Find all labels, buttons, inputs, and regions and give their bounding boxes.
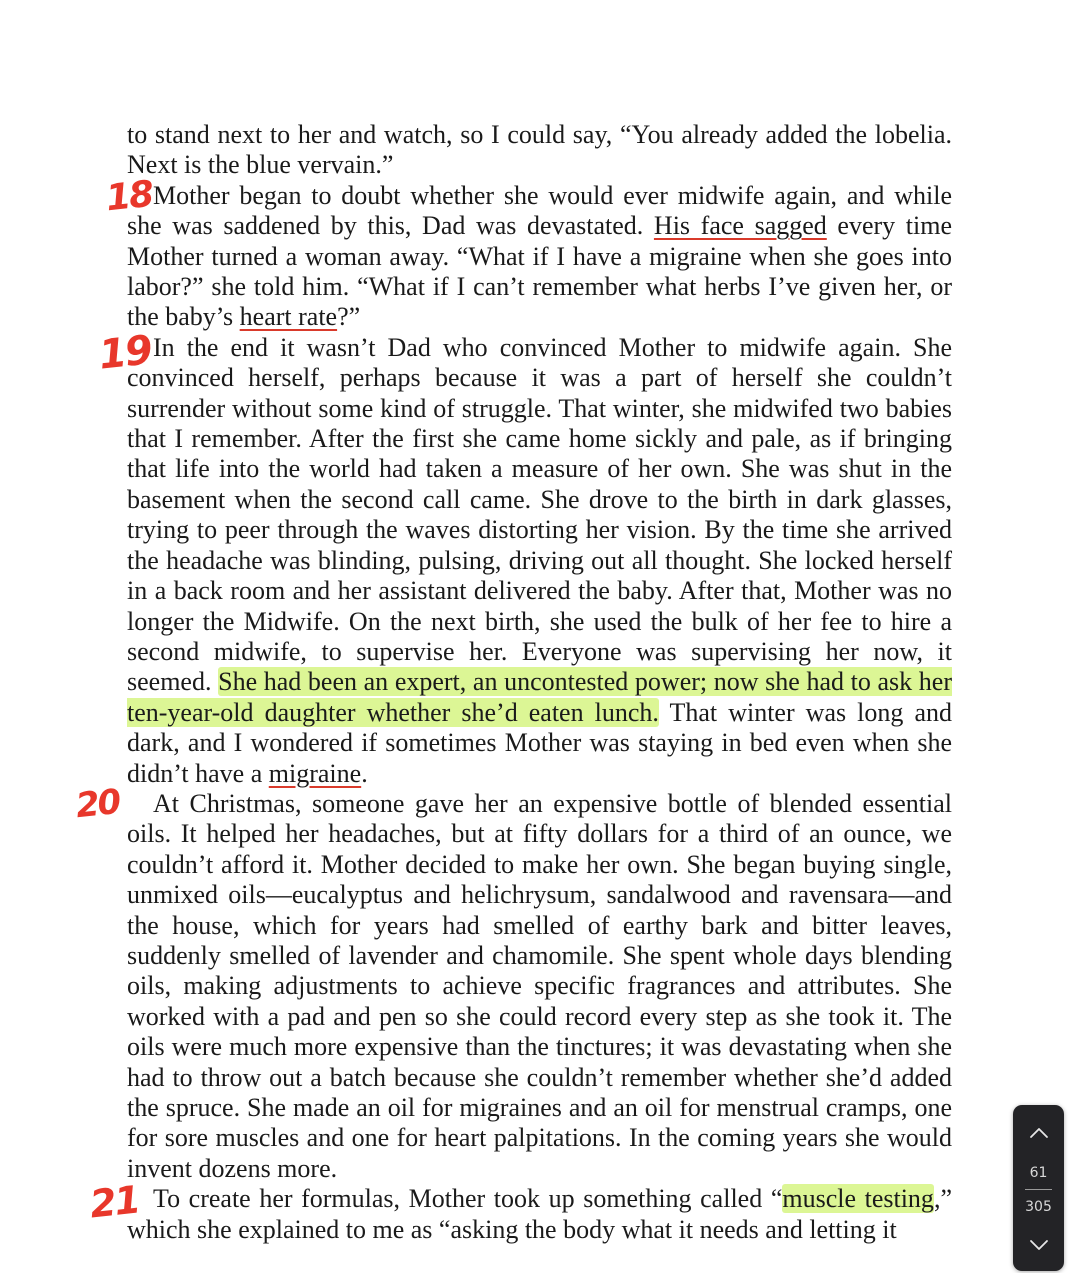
chevron-up-icon: [1029, 1127, 1049, 1139]
text-segment: At Christmas, someone gave her an expensive bottle of blended essential oils. It helped her headaches, but at fifty dollars for a third of an ounce, we couldn’t afford it. Mother decided to make her own. She began buying single, unmixed oils—eucalyptus and helichrysum, sandalwood and ravensara—and the house, which for years had smelled of earthy bark and bitter leaves, suddenly smelled of lavender and chamomile. She spent whole days blending oils, making adjustments to achieve specific fragrances and attributes. She worked with a pad and pen so she could record every step as she took it. The oils were much more expensive than the tinctures; it was devastating when she had to throw out a batch because she couldn’t remember whether she’d added the spruce. She made an oil for migraines and an oil for menstrual cramps, one for sore muscles and one for heart palpitations. In the coming years she would invent dozens more.: [127, 788, 952, 1183]
paragraph-p-cont: [127, 120, 952, 181]
total-pages: 305: [1025, 1199, 1052, 1215]
text-segment: In the end it wasn’t Dad who convinced Mother to midwife again. She convinced herself, perhaps because it was a part of herself she couldn’t surrender without some kind of struggle. That winter, she midwifed two babies that I remember. After the first she came home sickly and pale, as if bringing that life into the world had taken a measure of her own. She was shut in the basement when the second call came. She drove to the birth in dark glasses, trying to peer through the waves distorting her vision. By the time she arrived the headache was blinding, pulsing, driving out all thought. She locked herself in a back room and her assistant delivered the baby. After that, Mother was no longer the Midwife. On the next birth, she used the bulk of her fee to hire a second midwife, to supervise her. Everyone was supervising her now, it seemed.: [127, 332, 952, 697]
paragraph-p20: [127, 789, 952, 1184]
paragraph-p18: [127, 181, 952, 333]
underlined-text: migraine: [268, 758, 362, 788]
margin-note-20: 20: [74, 781, 122, 827]
margin-note-19: 19: [96, 327, 153, 379]
text-segment: .: [361, 758, 368, 788]
text-segment: every time Mother turned a woman away. “What if I have a migraine when she goes into labor?” she told him. “What if I can’t remember what herbs I’ve given her, or the baby’s: [127, 211, 952, 332]
previous-page-button[interactable]: [1013, 1113, 1064, 1153]
underlined-text: heart rate: [239, 302, 338, 332]
page-divider: [1025, 1189, 1052, 1190]
paragraph-p19: [127, 333, 952, 789]
text-segment: Mother began to doubt whether she would ever midwife again, and while she was saddened by this, Dad was devastated.: [127, 180, 952, 241]
page-navigator: [1013, 1105, 1064, 1271]
text-segment: to stand next to her and watch, so I could say, “You already added the lobelia. Next is the blue vervain.”: [127, 120, 952, 180]
highlighted-text: She had been an expert, an uncontested power; now she had to ask her ten-year-old daughter whether she’d eaten lunch.: [127, 667, 952, 727]
next-page-button[interactable]: [1013, 1225, 1064, 1265]
chevron-down-icon: [1029, 1239, 1049, 1251]
text-segment: That winter was long and dark, and I wondered if sometimes Mother was staying in bed even when she didn’t have a: [127, 697, 952, 788]
text-segment: ,” which she explained to me as “asking the body what it needs and letting it: [127, 1184, 952, 1244]
margin-note-21: 21: [87, 1177, 142, 1227]
book-text: [127, 120, 952, 1245]
text-segment: ?”: [337, 302, 361, 332]
underlined-text: His face sagged: [653, 211, 827, 241]
current-page-number: 61: [1029, 1165, 1048, 1181]
text-segment: To create her formulas, Mother took up something called “: [153, 1184, 783, 1214]
paragraph-p21: [127, 1184, 952, 1245]
margin-note-18: 18: [103, 173, 155, 220]
highlighted-text: muscle testing: [782, 1184, 934, 1214]
